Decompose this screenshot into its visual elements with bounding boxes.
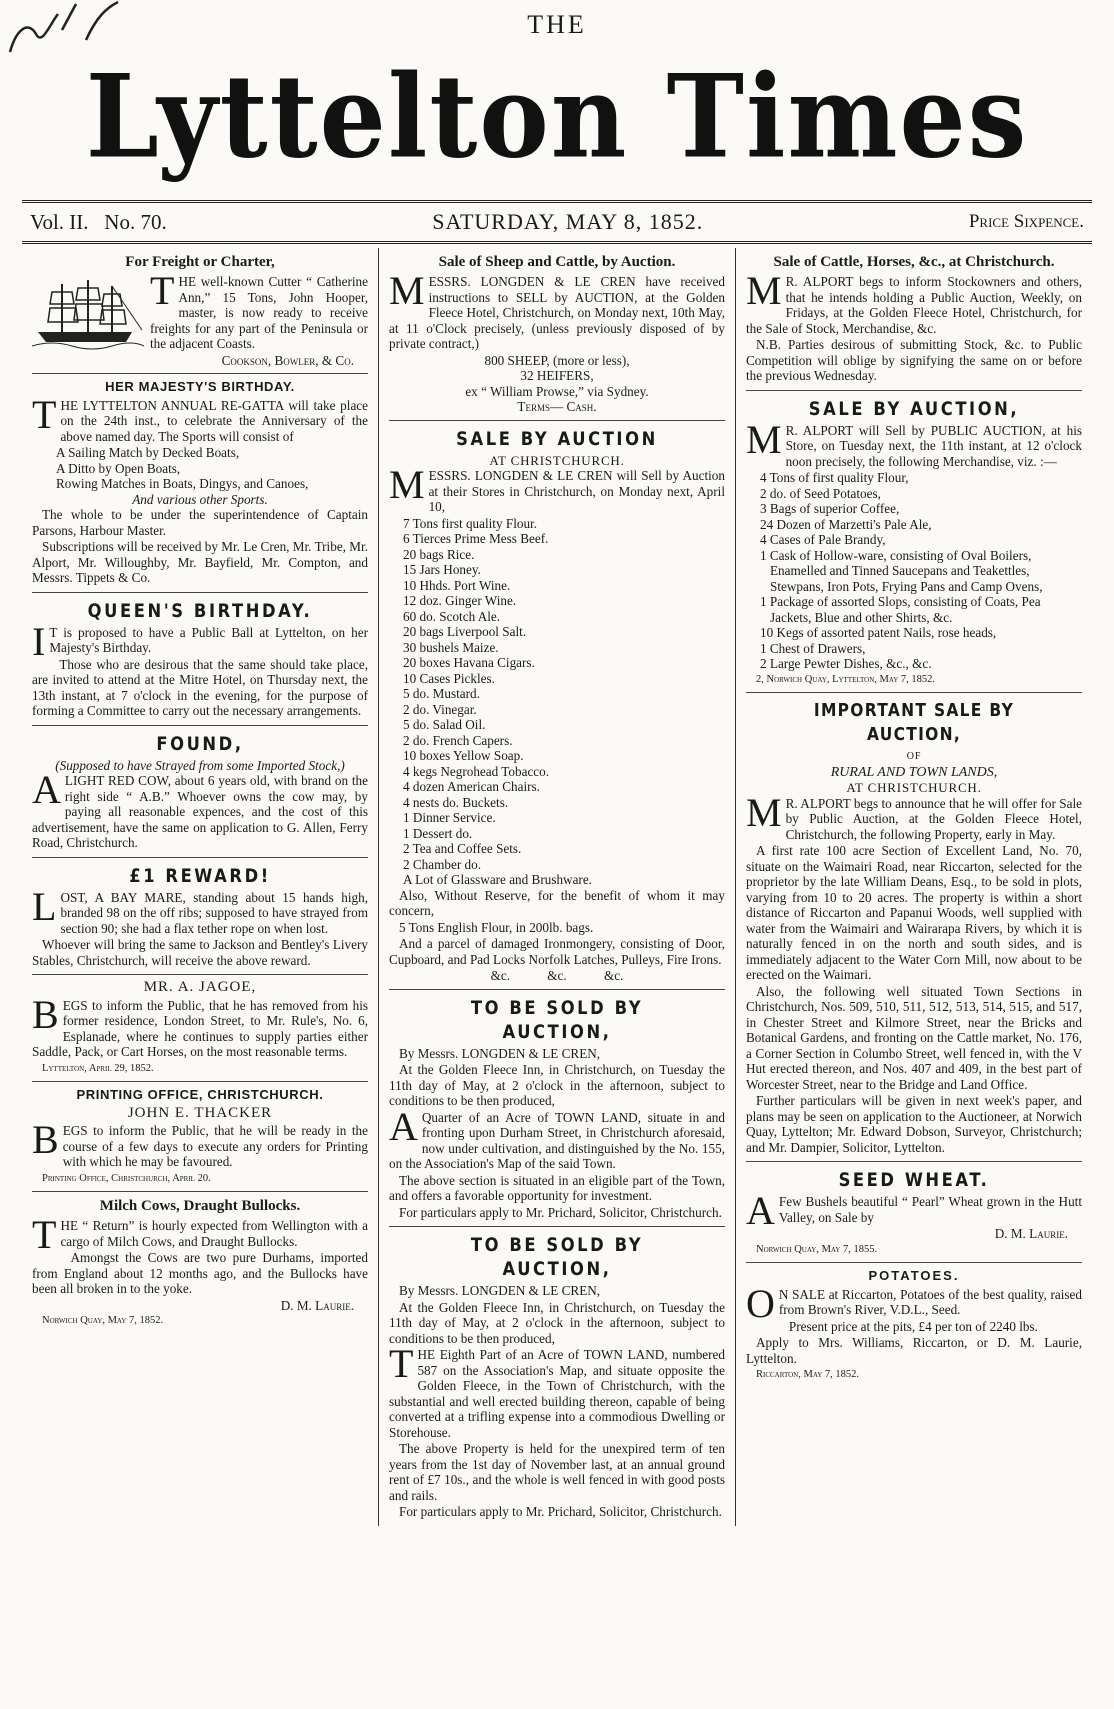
ad-seed-wheat [746,1162,1082,1263]
ad-name: JOHN E. THACKER [127,1104,273,1121]
drop-cap: O [746,1280,775,1326]
ad-text: A first rate 100 acre Section of Excellent Land, No. 70, situate on the Waimairi Road, near Riccarton, selected for the proprietor by the late William Deans, Esq., to be sold in plots, varying from 10 to 20 acres. The property is within a short distance of Riccarton and Papanui Woods, well supplied with water from the Waimairi and Wairarapa Rivers, by which it is naturally fenced in on the north and south sides, and is immediately adjacent to the Water Corn Mill, now about to be erected on the Waimari. [746,843,1082,982]
ad-heading: TO BE SOLD BY AUCTION, [470,996,644,1043]
ad-date: Printing Office, Christchurch, April 20. [42,1172,211,1184]
drop-cap: T [32,391,57,437]
ad-important-sale [746,693,1082,1162]
ad-heading: IMPORTANT SALE BY AUCTION, [813,700,1015,745]
list-item: 2 Chamber do. [403,856,482,872]
list-item: 6 Tierces Prime Mess Beef. [403,531,549,546]
ad-body: At the Golden Fleece Inn, in Christchurch, on Tuesday the 11th day of May, at 2 o'clock in the afternoon, subject to conditions to be then produced, [389,1062,725,1108]
ad-alport-sale [746,391,1082,694]
drop-cap: T [150,268,175,313]
drop-cap: T [389,1341,414,1386]
ad-body: Few Bushels beautiful “ Pearl” Wheat grown in the Hutt Valley, on Sale by [778,1194,1082,1225]
list-item: 5 do. Salad Oil. [403,717,486,732]
ad-date: Riccarton, May 7, 1852. [756,1369,860,1380]
ad-body: At the Golden Fleece Inn, in Christchurch, on Tuesday the 11th day of May, at 2 o'clock in the afternoon, subject to conditions to be then produced, [389,1299,725,1346]
ad-text: For particulars apply to Mr. Prichard, Solicitor, Christchurch. [399,1504,722,1519]
ad-text: And various other Sports. [132,491,268,507]
ad-date: Norwich Quay, May 7, 1852. [42,1315,164,1326]
ad-majesty-birthday [32,374,368,593]
issue-date: SATURDAY, MAY 8, 1852. [432,209,704,234]
masthead-the: THE [527,10,587,39]
list-item: 3 Bags of superior Coffee, [760,501,900,516]
ad-heading: TO BE SOLD BY AUCTION, [470,1234,644,1280]
list-item: 4 Cases of Pale Brandy, [760,532,886,547]
price: Price Sixpence. [968,211,1084,232]
ad-etc: &c. &c. &c. [490,968,624,983]
ad-freight [32,248,368,374]
goods-list [746,470,1082,672]
drop-cap: M [389,462,425,507]
ad-heading: FOUND, [156,732,244,755]
list-item: 7 Tons first quality Flour. [403,515,538,531]
ad-heading: MR. A. JAGOE, [143,979,257,995]
ad-text: Whoever will bring the same to Jackson and Bentley's Livery Stables, Christchurch, will receive the above reward. [32,937,368,968]
ad-body: R. ALPORT will Sell by PUBLIC AUCTION, at his Store, on Tuesday next, the 11th instant, at 12 o'clock noon precisely, the following Merchandise, viz. :— [785,422,1082,469]
drop-cap: M [746,416,782,462]
ship-illustration [32,276,144,352]
list-item: A Lot of Glassware and Brushware. [403,872,592,887]
list-item: 2 Large Pewter Dishes, &c., &c. [760,656,932,671]
ad-milch-cows [32,1192,368,1334]
ad-sale-by-auction [389,421,725,990]
ad-cattle-horses [746,248,1082,391]
ad-to-be-sold-1 [389,990,725,1228]
ad-of: OF [906,751,922,762]
drop-cap: M [746,789,782,835]
ad-body: R. ALPORT begs to inform Stockowners and others, that he intends holding a Public Auction, Weekly, on Fridays, at the Golden Fleece Hotel, Christchurch, for the Sale of Stock, Merchandise, &c. [746,274,1082,336]
ad-text: Those who are desirous that the same should take place, are invited to attend at the Mitre Hotel, on Thursday next, the 13th instant, at 7 o'clock in the evening, for the purpose of forming a Committee to carry out the necessary arrangements. [32,656,368,718]
list-item: 20 bags Liverpool Salt. [403,624,527,639]
ad-text: Further particulars will be given in next week's paper, and plans may be seen on application to the Auctioneer, at Norwich Quay, Lyttelton; Mr. Edward Dobson, Surveyor, Christchurch; and Mr. Dampier, Solicitor, Lyttelton. [746,1093,1082,1155]
ad-text: Amongst the Cows are two pure Durhams, imported from England about 12 months ago, and the Bullocks have been all broken in to the yoke. [32,1250,368,1296]
list-item: 2 do. Vinegar. [403,701,477,717]
ad-date: 2, Norwich Quay, Lyttelton, May 7, 1852. [756,673,936,685]
ad-heading: Milch Cows, Draught Bullocks. [99,1198,301,1214]
ad-lot: Quarter of an Acre of TOWN LAND, situate in and fronting upon Durham Street, in Christchurch aforesaid, now under cultivation, and distinguished by the No. 155, on the Association's Map of the said Town. [389,1109,725,1171]
ad-text: The above Property is held for the unexpired term of ten years from the 1st day of November last, at an annual ground rent of £7 10s., and the whole is well fenced in with good posts and rails. [389,1441,725,1503]
list-item: 2 Tea and Coffee Sets. [403,841,522,856]
drop-cap: A [32,767,61,812]
list-item: 4 dozen American Chairs. [403,779,540,794]
drop-cap: M [389,268,425,313]
drop-cap: L [32,883,57,929]
list-item: A Sailing Match by Decked Boats, [56,445,240,460]
ad-body: LIGHT RED COW, about 6 years old, with brand on the right side “ A.B.” Whoever owns the cow may, by paying all reasonable expences, and the cost of this advertisement, have the same on application to G. Allen, Ferry Road, Christchurch. [32,773,368,850]
drop-cap: B [32,1117,59,1162]
ad-heading: Sale of Sheep and Cattle, by Auction. [438,254,676,270]
sports-list [32,445,368,492]
list-item: 60 do. Scotch Ale. [403,608,501,624]
ad-text: Also, Without Reserve, for the benefit of whom it may concern, [389,887,725,918]
ad-heading: SALE BY AUCTION [456,427,658,450]
ad-printing-office [32,1082,368,1192]
ad-text: The whole to be under the superintendence of Captain Parsons, Harbour Master. [32,507,368,538]
ad-body: R. ALPORT begs to announce that he will offer for Sale by Public Auction, at the Golden Fleece Hotel, Christchurch, the following Property, early in May. [785,795,1082,842]
list-item: 1 Package of assorted Slops, consisting of Coats, Pea Jackets, Blue and other Shirts, &c. [760,594,1041,625]
ad-heading: QUEEN'S BIRTHDAY. [87,599,313,622]
ad-potatoes [746,1263,1082,1388]
ad-found [32,726,368,858]
ad-text: ex “ William Prowse,” via Sydney. [465,383,649,399]
ad-heading: SEED WHEAT. [838,1169,990,1191]
ad-body: HE LYTTELTON ANNUAL RE-GATTA will take place on the 24th inst., to celebrate the Anniversary of the above named day. The Sports will consist of [60,397,368,444]
column-3 [735,248,1092,1526]
ad-by: By Messrs. LONGDEN & LE CREN, [399,1283,601,1298]
ad-body: HE well-known Cutter “ Catherine Ann,” 15 Tons, John Hooper, master, is now ready to receive freights for any part of the Peninsula or the adjacent Coasts. [150,274,368,351]
list-item: 1 Chest of Drawers, [760,640,866,656]
ad-text: 5 Tons English Flour, in 200lb. bags. [399,919,594,935]
volume-number: Vol. II. No. 70. [30,209,167,234]
list-item: 20 boxes Havana Cigars. [403,655,535,670]
ad-heading: Sale of Cattle, Horses, &c., at Christchurch. [773,254,1055,270]
list-item: 2 do. French Capers. [403,732,513,748]
drop-cap: T [32,1212,57,1257]
ad-jagoe [32,975,368,1082]
ad-heading: SALE BY AUCTION, [808,397,1020,420]
ad-heading: POTATOES. [868,1268,960,1283]
ad-heading: HER MAJESTY'S BIRTHDAY. [105,379,295,394]
ad-body: ESSRS. LONGDEN & LE CREN have received instructions to SELL by AUCTION, at the Golden Fleece Hotel, Christchurch, on Monday next, 10th May, at 11 o'Clock precisely, (unless previously disposed of by private contract,) [389,274,725,351]
list-item: 2 do. of Seed Potatoes, [760,485,881,501]
list-item: 24 Dozen of Marzetti's Pale Ale, [760,516,932,532]
ad-text: For particulars apply to Mr. Prichard, Solicitor, Christchurch. [399,1204,722,1220]
ad-subheading: AT CHRISTCHURCH. [489,452,625,468]
list-item: 4 kegs Negrohead Tobacco. [403,763,550,779]
ad-heading: For Freight or Charter, [125,254,275,270]
ad-reward [32,858,368,976]
ad-body: N SALE at Riccarton, Potatoes of the best quality, raised from Brown's River, V.D.L., Seed. [778,1286,1082,1317]
list-item: 10 Hhds. Port Wine. [403,577,511,593]
ad-text: The above section is situated in an eligible part of the Town, and offers a favorable opportunity for investment. [389,1172,725,1203]
drop-cap: I [32,618,46,664]
ad-body: T is proposed to have a Public Ball at Lyttelton, on her Majesty's Birthday. [49,624,368,655]
ad-date: Lyttelton, April 29, 1852. [42,1062,154,1074]
list-item: 10 Kegs of assorted patent Nails, rose heads, [760,625,997,640]
ad-body: EGS to inform the Public, that he will be ready in the course of a few days to execute any orders for Printing with which he may be favoured. [62,1123,368,1169]
ad-text: 800 SHEEP, (more or less), [484,352,630,368]
dateline [22,200,1092,244]
ad-lands: RURAL AND TOWN LANDS, [830,764,998,780]
ad-date: Norwich Quay, May 7, 1855. [756,1243,878,1255]
list-item: 12 doz. Ginger Wine. [403,593,517,608]
drop-cap: B [32,991,59,1037]
ad-text: Present price at the pits, £4 per ton of 2240 lbs. [788,1318,1038,1334]
ad-body: HE “ Return” is hourly expected from Wellington with a cargo of Milch Cows, and Draught Bullocks. [60,1218,368,1249]
list-item: Rowing Matches in Boats, Dingys, and Canoes, [56,476,309,491]
goods-list [389,516,725,888]
drop-cap: A [746,1188,775,1233]
list-item: 10 boxes Yellow Soap. [403,748,524,763]
list-item: 15 Jars Honey. [403,562,481,577]
drop-cap: M [746,268,782,313]
ad-by: By Messrs. LONGDEN & LE CREN, [399,1045,601,1061]
ad-lot: HE Eighth Part of an Acre of TOWN LAND, numbered 587 on the Association's Map, and situate opposite the Golden Fleece, in the Town of Christchurch, with the substantial and well erected building thereon, capable of being converted at a trifling expense into a commodious Dwelling or Storehouse. [389,1347,725,1440]
list-item: 10 Cases Pickles. [403,670,495,686]
ad-queens-birthday [32,593,368,726]
list-item: 1 Dinner Service. [403,810,496,825]
list-item: 4 nests do. Buckets. [403,794,509,810]
column-1 [22,248,378,1526]
ad-subheading: (Supposed to have Strayed from some Imported Stock,) [55,757,345,773]
columns [22,248,1092,1526]
list-item: 5 do. Mustard. [403,686,480,701]
ad-at: AT CHRISTCHURCH. [846,780,982,795]
masthead-title: Lyttelton Times [85,48,1029,185]
list-item: A Ditto by Open Boats, [56,460,181,476]
ad-sheep-cattle [389,248,725,421]
ad-heading: PRINTING OFFICE, CHRISTCHURCH. [76,1087,324,1102]
ad-to-be-sold-2 [389,1227,725,1526]
ad-text: Apply to Mrs. Williams, Riccarton, or D. M. Laurie, Lyttelton. [746,1335,1082,1366]
ad-body: EGS to inform the Public, that he has removed from his former residence, London Street, to Mr. Rule's, No. 6, Esplanade, where he continues to supply parties either Saddle, Pack, or Cart Horses, on the most reasonable terms. [32,997,368,1059]
ad-text: Also, the following well situated Town Sections in Christchurch, Nos. 509, 510, 511, 512, 513, 514, 515, and 517, in Chester Street and Kilmore Street, near the Bricks and Botanical Gardens, and fronting on the Cattle market, No. 176, a Corner Section in Columbo Street, well fenced in, with the V Hut erected thereon, and Nos. 407 and 409, in the best part of Worcester Street, near to the Bridge and Land Office. [746,983,1082,1092]
drop-cap: A [389,1103,418,1149]
ad-signature: Cookson, Bowler, & Co. [221,352,354,368]
ad-terms: Terms— Cash. [517,399,597,414]
ad-text: Subscriptions will be received by Mr. Le Cren, Mr. Tribe, Mr. Alport, Mr. Willoughby, Mr. Bayfield, Mr. Compton, and Messrs. Tippets & Co. [32,539,368,585]
ad-body: OST, A BAY MARE, standing about 15 hands high, branded 98 on the off ribs; supposed to have strayed from section 90; she had a flax tether rope on when lost. [60,889,368,936]
list-item: 20 bags Rice. [403,546,475,562]
ad-text: 32 HEIFERS, [520,368,594,383]
ad-body: ESSRS. LONGDEN & LE CREN will Sell by Auction at their Stores in Christchurch, on Monday next, April 10, [428,468,725,514]
list-item: 1 Dessert do. [403,825,473,841]
list-item: 1 Cask of Hollow-ware, consisting of Oval Boilers, Enamelled and Tinned Saucepans and Teakettles, Stewpans, Iron Pots, Frying Pans and Camp Ovens, [760,547,1043,594]
ad-signature: D. M. Laurie. [280,1297,354,1313]
list-item: 4 Tons of first quality Flour, [760,470,909,485]
column-2 [378,248,735,1526]
ad-heading: £1 REWARD! [129,864,271,887]
ad-signature: D. M. Laurie. [994,1226,1068,1241]
ad-text: N.B. Parties desirous of submitting Stock, &c. to Public Competition will oblige by signifying the same on or before the previous Wednesday. [746,337,1082,383]
list-item: 30 bushels Maize. [403,639,499,655]
ad-text: And a parcel of damaged Ironmongery, consisting of Door, Cupboard, and Pad Locks Norfolk Latches, Pulleys, Fire Irons. [389,936,725,967]
